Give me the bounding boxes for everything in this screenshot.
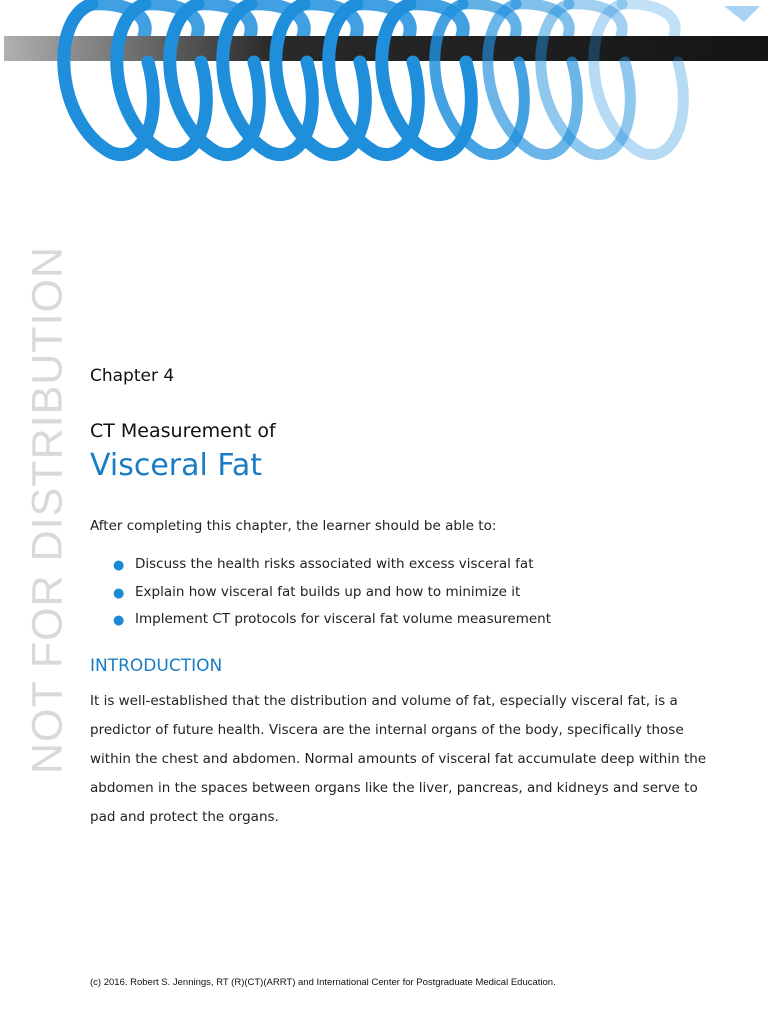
paragraph-line: within the chest and abdomen. Normal amounts of visceral fat accumulate deep within the (90, 751, 707, 767)
objective-item (90, 611, 551, 639)
objectives-list (90, 556, 551, 639)
objective-text: Explain how visceral fat builds up and how to minimize it (135, 583, 521, 600)
arrow-head-icon (724, 6, 760, 22)
objective-text: Implement CT protocols for visceral fat volume measurement (135, 611, 552, 627)
paragraph-line: It is well-established that the distribution and volume of fat, especially visceral fat, is a (90, 693, 678, 709)
introduction-paragraph (90, 687, 707, 832)
helical-spiral-banner (0, 0, 768, 165)
bullet-dot-icon: ● (113, 613, 125, 628)
objective-item (90, 584, 551, 612)
chapter-number: Chapter 4 (90, 366, 175, 386)
paragraph-line: pad and protect the organs. (90, 809, 279, 825)
bullet-dot-icon: ● (113, 585, 125, 601)
objective-item (90, 556, 551, 584)
spiral-coil-back (622, 4, 675, 36)
paragraph-line: predictor of future health. Viscera are the internal organs of the body, specifically those (90, 722, 684, 738)
paragraph-line: abdomen in the spaces between organs like the liver, pancreas, and kidneys and serve to (90, 780, 698, 796)
watermark-not-for-distribution: NOT FOR DISTRIBUTION (23, 245, 72, 775)
bullet-dot-icon: ● (113, 558, 125, 573)
copyright-footer: (c) 2016. Robert S. Jennings, RT (R)(CT)(ARRT) and International Center for Postgraduate Medical Education. (90, 977, 556, 988)
introduction-heading: INTRODUCTION (90, 656, 223, 676)
objectives-intro: After completing this chapter, the learner should be able to: (90, 518, 497, 534)
chapter-title: Visceral Fat (90, 448, 263, 483)
chapter-subtitle: CT Measurement of (90, 420, 276, 442)
objective-text: Discuss the health risks associated with excess visceral fat (135, 556, 534, 572)
